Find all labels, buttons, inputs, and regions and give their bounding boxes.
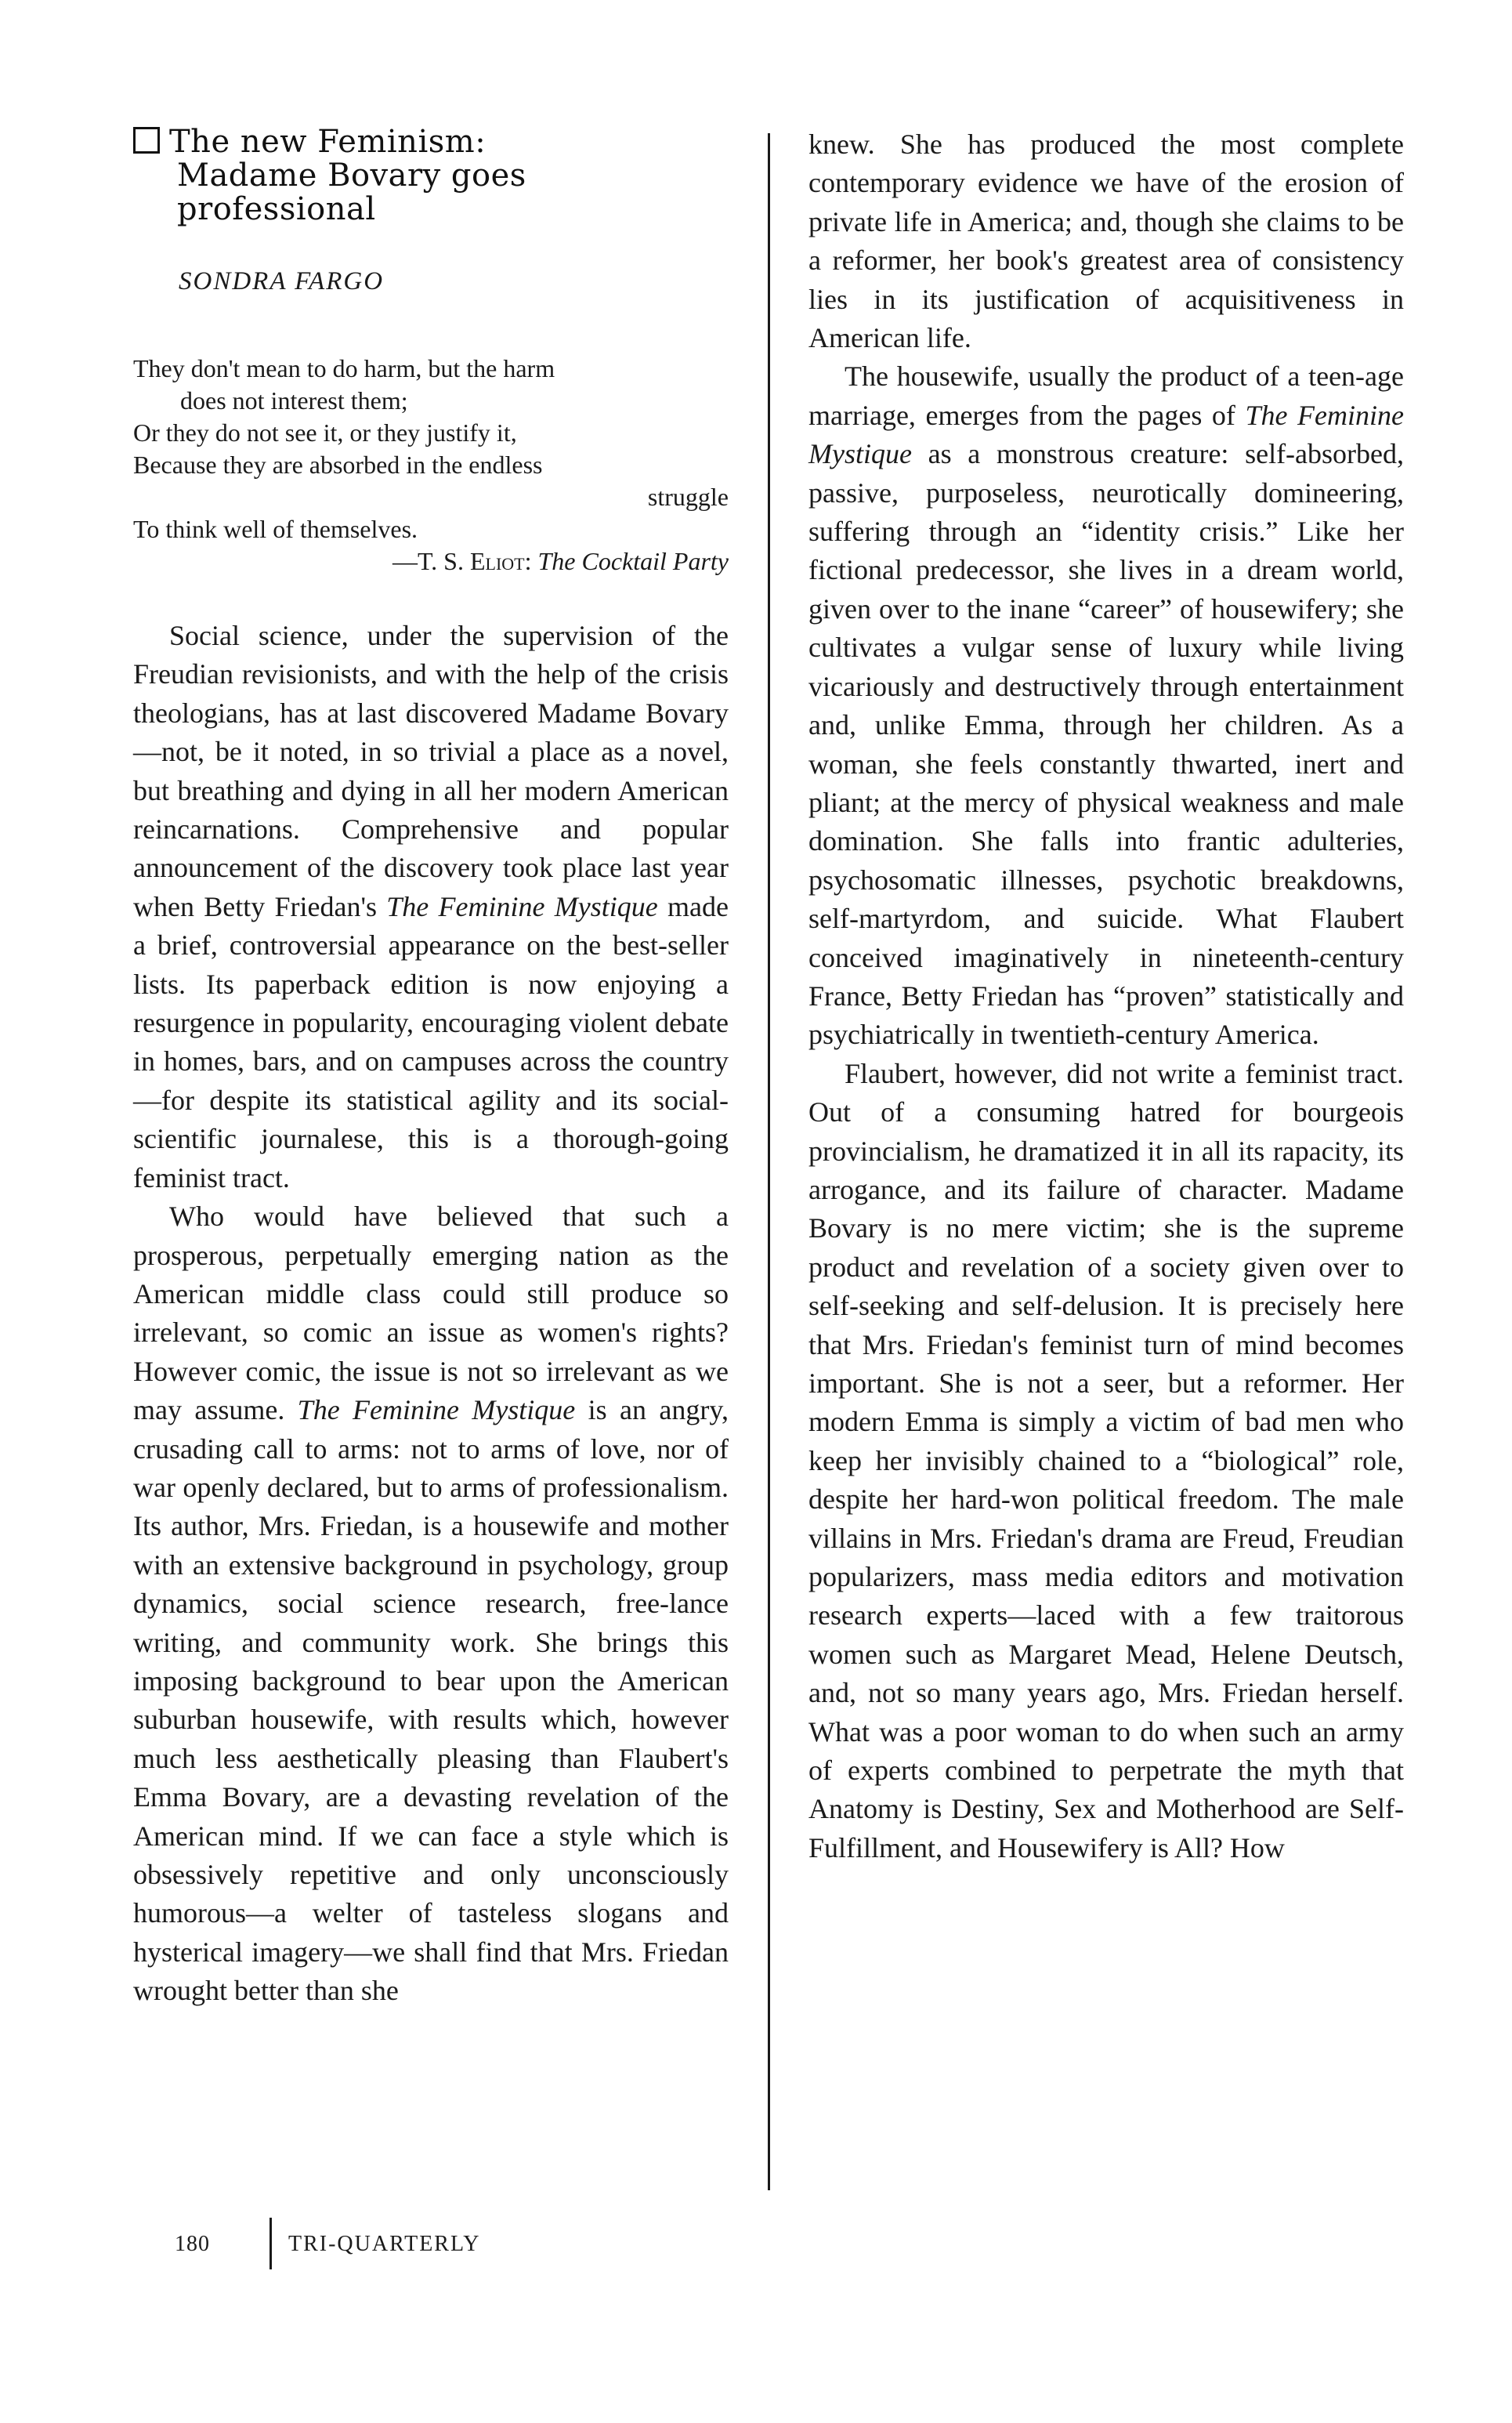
epigraph xyxy=(133,353,729,578)
book-title: The Feminine Mystique xyxy=(386,890,658,922)
page-number: 180 xyxy=(175,2232,210,2256)
paragraph xyxy=(808,357,1404,1054)
paragraph: knew. She has produced the most complete contemporary evidence we have of the erosion of private life in America; and, though she claims to be a reformer, her book's greatest area of consistency lies in its justification of acquisitiveness in American life. xyxy=(808,129,1404,354)
paragraph: Flaubert, however, did not write a feminist tract. Out of a consuming hatred for bourgeois provincialism, he dramatized it in all its rapacity, its arrogance, and its failure of character. Madame Bovary is no mere victim; she is the supreme product and revelation of a society given over to self-seeking and self-delusion. It is precisely here that Mrs. Friedan's feminist turn of mind becomes important. She is not a seer, but a reformer. Her modern Emma is simply a victim of bad men who keep her invisibly chained to a “biological” role, despite her hard-won political freedom. The male villains in Mrs. Friedan's drama are Freud, Freudian popularizers, mass media editors and motivation research experts—laced with a few traitorous women such as Margaret Mead, Helene Deutsch, and, not so many years ago, Mrs. Friedan herself. What was a poor woman to do when such an army of experts combined to perpetrate the myth that Anatomy is Destiny, Sex and Motherhood are Self-Fulfillment, and Housewifery is All? How xyxy=(808,1057,1404,1863)
right-column xyxy=(808,125,1404,1867)
text-run: Who would have believed that such a prosperous, perpetually emerging nation as the American middle class could still produce so irrelevant, so comic an issue as women's rights? However comic, the issue is not so irrelevant as we may assume. xyxy=(133,1201,729,1426)
epigraph-attribution-work: The Cocktail Party xyxy=(537,547,729,575)
text-run: is an angry, crusading call to arms: not to arms of love, nor of war openly declared, but to arms of professionalism. Its author, Mrs. Friedan, is a housewife and mother with an extensive background in psychology, group dynamics, social science research, free-lance writing, and community work. She brings this imposing background to bear upon the American suburban housewife, with results which, however much less aesthetically pleasing than Flaubert's Emma Bovary, are a devasting revelation of the American mind. If we can face a style which is obsessively repetitive and only unconsciously humorous—a welter of tasteless slogans and hysterical imagery—we shall find that Mrs. Friedan wrought better than she xyxy=(133,1394,729,2007)
epigraph-line: Or they do not see it, or they justify it, xyxy=(133,418,517,447)
section-box-icon xyxy=(133,127,160,154)
article-body-left xyxy=(133,617,729,2011)
epigraph-attribution: —T. S. Eliot: The Cocktail Party xyxy=(392,547,729,575)
journal-name: TRI-QUARTERLY xyxy=(288,2232,481,2256)
left-column xyxy=(133,125,729,2011)
book-title: The Feminine Mystique xyxy=(297,1394,576,1426)
article-title xyxy=(133,125,729,226)
epigraph-line: does not interest them; xyxy=(180,386,408,415)
epigraph-line: Because they are absorbed in the endless xyxy=(133,451,543,479)
epigraph-attribution-name: —T. S. Eliot xyxy=(392,547,525,575)
text-run: The housewife, usually the product of a teen-age marriage, emerges from the pages of xyxy=(808,360,1404,431)
epigraph-line: They don't mean to do harm, but the harm xyxy=(133,354,555,382)
book-title: The Feminine Mystique xyxy=(808,399,1404,470)
footer-divider xyxy=(269,2218,272,2269)
epigraph-line: To think well of themselves. xyxy=(133,515,418,543)
title-line-1: The new Feminism: xyxy=(169,124,487,160)
author-byline: SONDRA FARGO xyxy=(179,267,385,295)
title-line-2: Madame Bovary goes xyxy=(177,158,526,194)
epigraph-line: struggle xyxy=(647,483,729,511)
text-run: made a brief, controversial appearance on the best-seller lists. Its paperback edition is now enjoying a resurgence in popularity, encouraging violent debate in homes, bars, and on campuses across the country—for despite its statistical agility and its social-scientific journalese, this is a thorough-going feminist tract. xyxy=(133,890,729,1193)
text-run: Social science, under the supervision of the Freudian revisionists, and with the help of the crisis theologians, has at last discovered Madame Bovary—not, be it noted, in so trivial a place as a novel, but breathing and dying in all her modern American reincarnations. Comprehensive and popular announcement of the discovery took place last year when Betty Friedan's xyxy=(133,620,729,922)
title-line-3: professional xyxy=(177,191,376,227)
text-run: as a monstrous creature: self-absorbed, passive, purposeless, neurotically domineering, suffering through an “identity crisis.” Like her fictional predecessor, she lives in a dream world, given over to the inane “career” of housewifery; she cultivates a vulgar sense of luxury while living vicariously and destructively through entertainment and, unlike Emma, through her children. As a woman, she feels constantly thwarted, inert and pliant; at the mercy of physical weakness and male domination. She falls into frantic adulteries, psychosomatic illnesses, psychotic breakdowns, self-martyrdom, and suicide. What Flaubert conceived imaginatively in nineteenth-century France, Betty Friedan has “proven” statistically and psychiatrically in twentieth-century America. xyxy=(808,438,1404,1051)
paragraph xyxy=(133,617,729,1197)
paragraph xyxy=(133,1197,729,2011)
column-divider xyxy=(768,133,770,2190)
